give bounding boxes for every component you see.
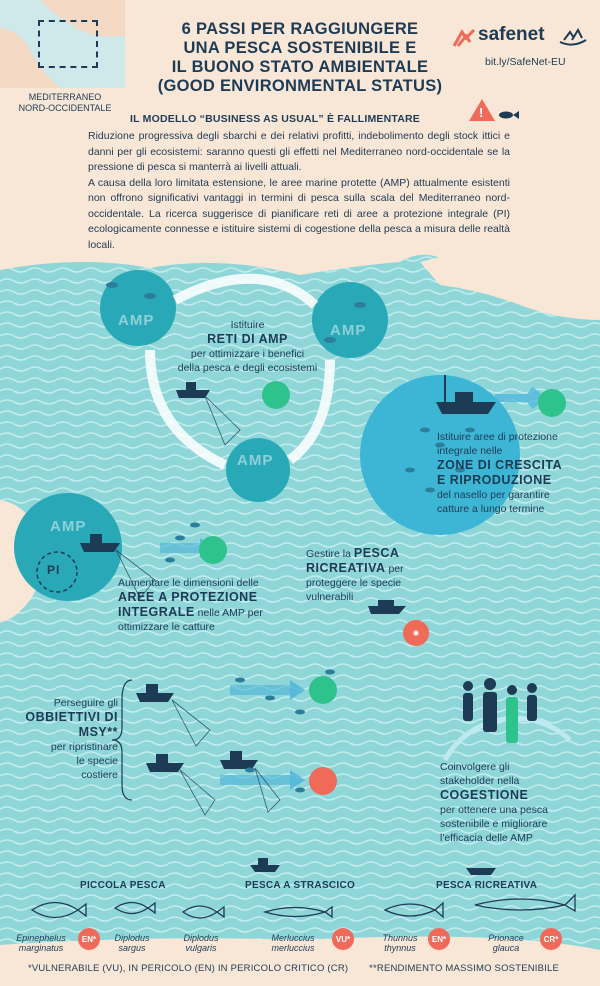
fish-up-icon	[538, 389, 566, 417]
step-aree: Aumentare le dimensioni delle AREE A PROTEZIONE INTEGRALE nelle AMP per ottimizzare le catture	[118, 577, 263, 633]
step-reti: Istituire RETI DI AMP per ottimizzare i benefici della pesca e degli ecosistemi	[177, 319, 318, 374]
footnote	[28, 963, 588, 974]
map-focus-box	[38, 20, 98, 68]
intro-paragraph: A causa della loro limitata estensione, le aree marine protette (AMP) attualmente esistenti non offrono significativi vantaggi in termini di pesca sulla scala del Mediterraneo nord-occidentale. La ricerca suggerisce di pianificare reti di aree a protezione integrale (PI) ecologicamente connesse e istituire sistemi di cogestione della pesca a misura delle realtà locali.	[88, 176, 510, 251]
step-cogestione: Coinvolgere gli stakeholder nella COGESTIONE per ottenere una pesca sostenibile e migliorare l'efficacia delle AMP	[440, 761, 548, 844]
species-name: Prionace glauca	[488, 933, 524, 953]
status-badge: VU*	[332, 928, 354, 950]
intro-text	[88, 129, 510, 253]
source-link[interactable]: bit.ly/SafeNet-EU	[485, 56, 566, 68]
page-title: 6 PASSI PER RAGGIUNGERE UNA PESCA SOSTENIBILE E IL BUONO STATO AMBIENTALE (GOOD ENVIRONMENTAL STATUS)	[157, 20, 443, 95]
fish-icon	[497, 108, 521, 122]
step-msy: Perseguire gli OBBIETTIVI DI MSY** per ripristinare le specie costiere	[25, 697, 118, 781]
vulnerable-fish-icon: ✱	[403, 620, 429, 646]
step-ricreativa: Gestire la PESCA RICREATIVA per proteggere le specie vulnerabili	[306, 546, 404, 603]
fish-up-icon	[199, 536, 227, 564]
status-badge: CR*	[540, 928, 562, 950]
species-name: Epinephelus marginatus	[16, 933, 66, 953]
legend-section-piccola-pesca: PICCOLA PESCA	[80, 880, 166, 891]
legend-section-ricreativa: PESCA RICREATIVA	[436, 880, 538, 891]
amp-label: AMP	[118, 312, 155, 329]
fish-up-icon	[309, 676, 337, 704]
amp-label: AMP	[237, 452, 274, 469]
species-name: Diplodus vulgaris	[183, 933, 219, 953]
amp-label: AMP	[50, 518, 87, 535]
pi-label: PI	[47, 563, 61, 577]
amp-label: AMP	[330, 322, 367, 339]
status-badge: EN*	[428, 928, 450, 950]
status-badge: EN*	[78, 928, 100, 950]
species-name: Diplodus sargus	[114, 933, 150, 953]
boat-logo-icon	[558, 28, 588, 48]
map-label: MEDITERRANEO NORD-OCCIDENTALE	[18, 92, 112, 113]
warning-heading: IL MODELLO “BUSINESS AS USUAL” È FALLIMENTARE	[130, 113, 420, 125]
step-zone: Istituire aree di protezione integrale nelle ZONE DI CRESCITA E RIPRODUZIONE del nasello per garantire catture a lungo termine	[437, 431, 563, 515]
brand-name: safenet	[478, 24, 545, 45]
footnote-status: *VULNERABILE (VU), IN PERICOLO (EN) IN PERICOLO CRITICO (CR)	[28, 963, 349, 974]
warning-icon	[468, 97, 496, 123]
fish-down-icon	[309, 767, 337, 795]
species-name: Merluccius merluccius	[271, 933, 315, 953]
legend-section-strascico: PESCA A STRASCICO	[245, 880, 356, 891]
fish-up-icon	[262, 381, 290, 409]
intro-paragraph: Riduzione progressiva degli sbarchi e dei relativi profitti, indebolimento degli stock ittici e danni per gli ecosistemi: saranno questi gli effetti nel Mediterraneo nord-occidentale se la pressione di pesca si manterrà ai livelli attuali.	[88, 130, 510, 173]
species-name: Thunnus thynnus	[382, 933, 418, 953]
safenet-logo-icon	[452, 28, 480, 50]
footnote-msy: **RENDIMENTO MASSIMO SOSTENIBILE	[369, 963, 560, 974]
svg-text:!: !	[479, 105, 484, 120]
